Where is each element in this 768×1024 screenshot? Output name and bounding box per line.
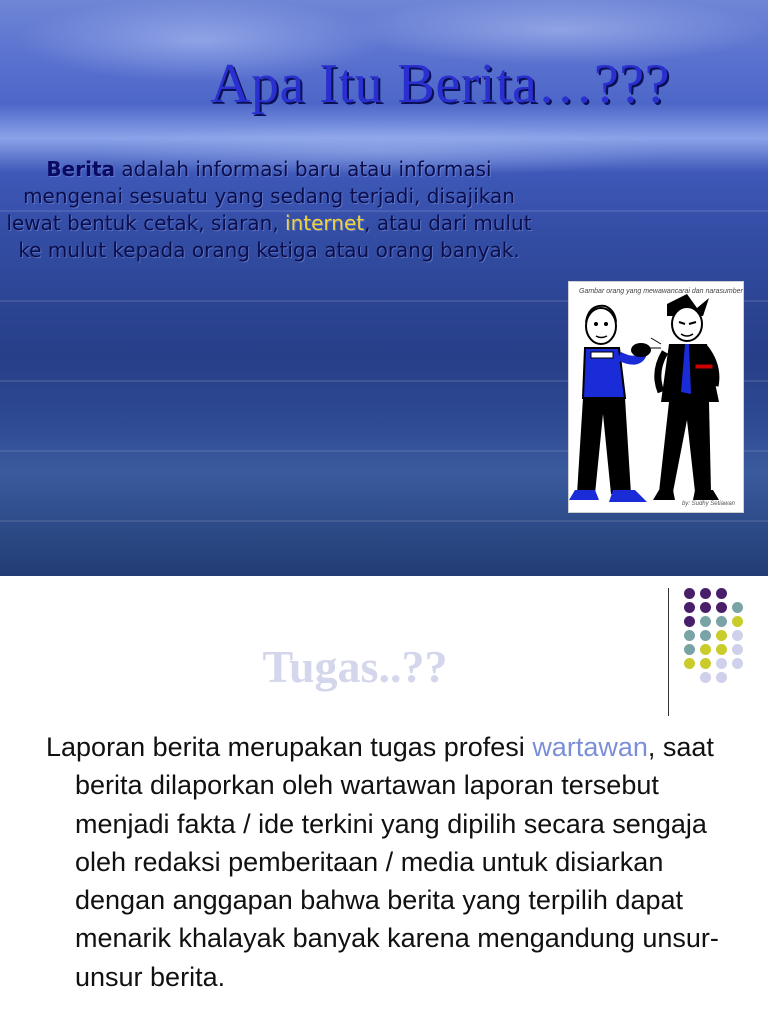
slide-1-body (6, 156, 532, 264)
decorative-dot (700, 588, 711, 599)
decorative-dot (716, 672, 727, 683)
decorative-dot (684, 588, 695, 599)
decorative-dot (716, 644, 727, 655)
decorative-dot (716, 630, 727, 641)
wartawan-link[interactable]: wartawan (532, 732, 648, 762)
decorative-dot (684, 644, 695, 655)
decorative-dot (716, 616, 727, 627)
divider-line (668, 588, 669, 716)
decorative-dot (716, 658, 727, 669)
slide-2-title: Tugas..?? (262, 641, 448, 692)
slide-2-paragraph (46, 728, 736, 996)
decorative-dot (700, 602, 711, 613)
decorative-dot (684, 616, 695, 627)
decorative-dot (716, 588, 727, 599)
decorative-dot (700, 616, 711, 627)
illustration-credit: by: Sudhy Setiawan (681, 501, 735, 507)
decorative-dot (684, 630, 695, 641)
decorative-dot (732, 616, 743, 627)
slide-2 (0, 576, 768, 1024)
decorative-dot (716, 602, 727, 613)
slide-1-title: Apa Itu Berita…??? (210, 53, 670, 115)
decorative-dot (700, 644, 711, 655)
paragraph-text: , saat berita dilaporkan oleh wartawan laporan tersebut menjadi fakta / ide terkini yang dipilih secara sengaja oleh redaksi pemberitaan / media untuk disiarkan dengan anggapan bahwa berita yang terpilih dapat menarik khalayak banyak karena mengandung unsur-unsur berita. (75, 732, 719, 992)
paragraph-text: Laporan berita merupakan tugas profesi (46, 732, 533, 762)
decorative-dot (732, 602, 743, 613)
water-highlight (0, 520, 768, 522)
interview-illustration (568, 281, 744, 513)
decorative-dot (684, 602, 695, 613)
illustration-caption: Gambar orang yang mewawancarai dan narasumber (579, 288, 743, 295)
decorative-dot (732, 630, 743, 641)
decorative-dot (732, 644, 743, 655)
body-text: adalah informasi baru atau informasi mengenai sesuatu yang sedang terjadi, disajikan lewat bentuk cetak, siaran, (6, 157, 515, 235)
decorative-dot (700, 630, 711, 641)
internet-link[interactable]: internet (285, 211, 365, 235)
keyword-berita: Berita (46, 157, 116, 181)
decorative-dot (732, 658, 743, 669)
decorative-dot (700, 672, 711, 683)
interview-cartoon-drawing (569, 282, 745, 514)
decorative-dot (700, 658, 711, 669)
body-text: , atau dari mulut ke mulut kepada orang ketiga atau orang banyak. (18, 211, 532, 262)
decorative-dot (684, 658, 695, 669)
